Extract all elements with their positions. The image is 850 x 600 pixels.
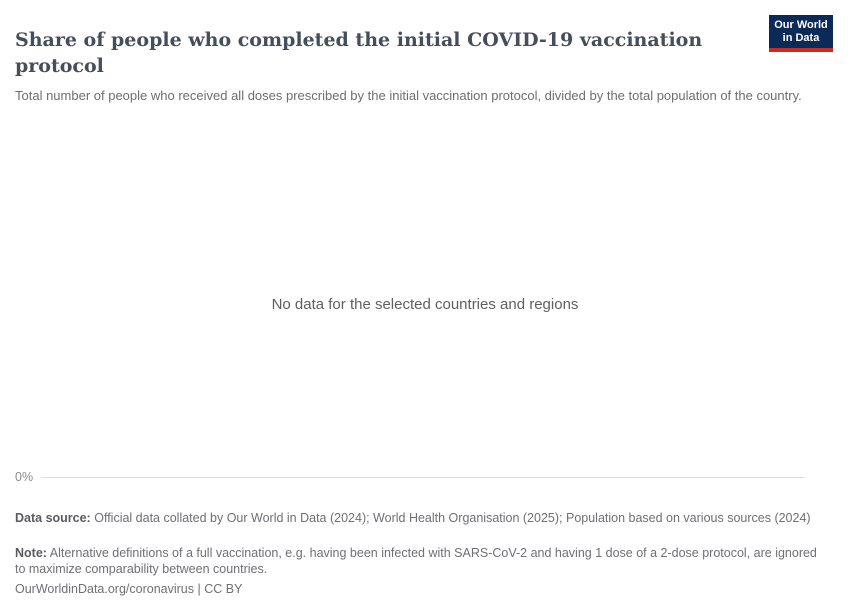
axis-baseline: [41, 477, 805, 478]
data-source-text: Official data collated by Our World in Data (2024); World Health Organisation (2025); Population based on various sources (2024): [94, 510, 811, 525]
origin-url-link[interactable]: OurWorldinData.org/coronavirus | CC BY: [15, 581, 243, 596]
data-source-label: Data source:: [15, 510, 91, 525]
footer-data-source: [15, 510, 817, 526]
footer-note: [15, 545, 817, 577]
y-axis-tick-label-zero: 0%: [15, 470, 34, 484]
x-axis-baseline-row: [15, 470, 805, 484]
note-text: Alternative definitions of a full vaccination, e.g. having been infected with SARS-CoV-2 and having 1 dose of a 2-dose protocol, are ignored to maximize comparability between countries.: [15, 545, 817, 576]
note-label: Note:: [15, 545, 47, 560]
owid-logo-line2: in Data: [782, 31, 820, 44]
chart-subtitle: Total number of people who received all doses prescribed by the initial vaccination protocol, divided by the total population of the country.: [15, 88, 802, 103]
owid-logo-line1: Our World: [774, 18, 828, 31]
footer-license: [15, 581, 817, 597]
page-title: Share of people who completed the initial COVID-19 vaccination protocol: [15, 28, 703, 77]
no-data-message: No data for the selected countries and regions: [271, 296, 579, 313]
owid-logo[interactable]: [769, 15, 833, 52]
